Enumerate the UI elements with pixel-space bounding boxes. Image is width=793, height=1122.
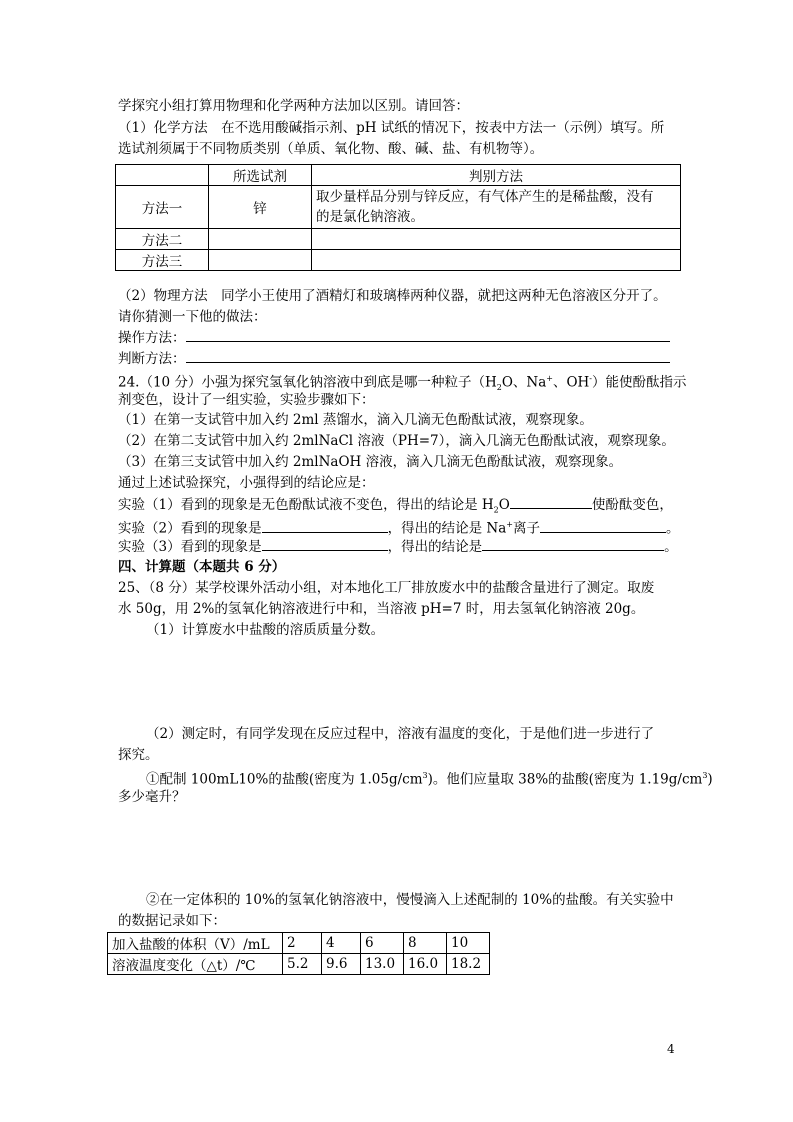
- exp-text: 实验（3）看到的现象是: [118, 539, 262, 555]
- table-header-row: [116, 165, 681, 186]
- table-cell: 5.2: [283, 954, 322, 975]
- method-description[interactable]: [312, 250, 681, 271]
- q25-sub2-line2: 探究。: [118, 747, 159, 763]
- q25-line2: 水 50g，用 2%的氢氧化钠溶液进行中和，当溶液 pH=7 时，用去氢氧化钠溶液 20g。: [118, 601, 645, 617]
- exp2-conclusion-blank[interactable]: [540, 518, 666, 533]
- table-header-cell: [116, 165, 209, 186]
- q25-line1: 25、（8 分）某学校课外活动小组，对本地化工厂排放废水中的盐酸含量进行了测定。取废: [118, 580, 655, 596]
- superscript: -: [589, 374, 592, 383]
- q25-sub2-line1: （2）测定时，有同学发现在反应过程中，溶液有温度的变化，于是他们进一步进行了: [146, 726, 655, 742]
- table-cell: 13.0: [361, 954, 404, 975]
- row-label: 加入盐酸的体积（V）/mL: [108, 933, 283, 954]
- method-label: 方法三: [116, 250, 209, 271]
- table-cell: 8: [404, 933, 447, 954]
- q25-circ1-line1: [146, 766, 713, 790]
- methods-table: [115, 164, 681, 271]
- table-cell: 10: [447, 933, 490, 954]
- table-row: [108, 954, 490, 975]
- method-description-line: 的是氯化钠溶液。: [316, 209, 424, 225]
- judge-method-line: [118, 348, 670, 369]
- exp-text: ，得出的结论是: [387, 539, 483, 555]
- method-label: 方法二: [116, 229, 209, 250]
- exp2-phenomenon-blank[interactable]: [262, 518, 388, 533]
- method-description: [312, 186, 681, 229]
- judge-method-label: 判断方法：: [118, 351, 186, 367]
- exp1-blank[interactable]: [510, 494, 592, 509]
- superscript: 3: [422, 771, 428, 780]
- page-number: 4: [667, 1042, 675, 1056]
- exp-text: 。: [664, 539, 678, 555]
- q25-text: ): [707, 771, 713, 788]
- operation-method-label: 操作方法：: [118, 330, 186, 346]
- method-reagent: 锌: [209, 186, 312, 229]
- table-row: [116, 186, 681, 229]
- exp-text: 使酚酞变色，: [591, 497, 673, 513]
- q24-step1: （1）在第一支试管中加入约 2ml 蒸馏水，滴入几滴无色酚酞试液，观察现象。: [118, 412, 593, 428]
- q24-text: ）能使酚酞指示: [592, 374, 687, 391]
- section4-heading: 四、计算题（本题共 6 分）: [118, 559, 286, 575]
- q1-line2: 选试剂须属于不同物质类别（单质、氧化物、酸、碱、盐、有机物等）。: [118, 141, 544, 157]
- exp-text: O: [498, 497, 510, 513]
- q25-sub1: （1）计算废水中盐酸的溶质质量分数。: [146, 622, 385, 638]
- exp-text: 离子: [512, 520, 540, 537]
- table-row: [116, 229, 681, 250]
- q25-circ2-line1: ②在一定体积的 10%的氢氧化钠溶液中，慢慢滴入上述配制的 10%的盐酸。有关实验中: [146, 892, 674, 908]
- q25-text: ①配制 100mL10%的盐酸(密度为 1.05g/cm: [146, 771, 423, 788]
- q2-line2: 请你猜测一下他的做法：: [118, 309, 267, 325]
- table-cell: 6: [361, 933, 404, 954]
- intro-line: 学探究小组打算用物理和化学两种方法加以区别。请回答：: [118, 98, 469, 114]
- method-reagent[interactable]: [209, 250, 312, 271]
- table-header-cell: 判别方法: [312, 165, 681, 186]
- table-row: [108, 933, 490, 954]
- table-header-cell: 所选试剂: [209, 165, 312, 186]
- q24-summary: 通过上述试验探究，小强得到的结论应是：: [118, 475, 375, 491]
- experiment2-line: [118, 515, 679, 539]
- superscript: +: [546, 374, 553, 383]
- table-cell: 16.0: [404, 954, 447, 975]
- row-label: 溶液温度变化（△t）/℃: [108, 954, 283, 975]
- superscript: 3: [702, 771, 708, 780]
- exp-text: 实验（2）看到的现象是: [118, 520, 262, 537]
- q25-circ1-line2: 多少毫升？: [118, 789, 186, 805]
- q24-step2: （2）在第二支试管中加入约 2mlNaCl 溶液（PH=7），滴入几滴无色酚酞试液，观察现象。: [118, 433, 675, 449]
- judge-blank[interactable]: [186, 348, 670, 363]
- q24-text: O、Na: [501, 374, 547, 391]
- subscript: 2: [493, 505, 499, 515]
- table-cell: 18.2: [447, 954, 490, 975]
- q2-line1: （2）物理方法 同学小王使用了酒精灯和玻璃棒两种仪器，就把这两种无色溶液区分开了。: [118, 288, 667, 304]
- exp-text: ，得出的结论是 Na: [387, 520, 507, 537]
- table-cell: 4: [322, 933, 361, 954]
- table-cell: 9.6: [322, 954, 361, 975]
- exp-text: 。: [665, 520, 680, 537]
- q24-line2: 剂变色，设计了一组实验，实验步骤如下：: [118, 392, 375, 408]
- exp3-phenomenon-blank[interactable]: [262, 536, 388, 551]
- q24-text: 24.（10 分）小强为探究氢氧化钠溶液中到底是哪一种粒子（H: [118, 374, 497, 391]
- exp3-conclusion-blank[interactable]: [482, 536, 664, 551]
- table-cell: 2: [283, 933, 322, 954]
- exp-text: 实验（1）看到的现象是无色酚酞试液不变色，得出的结论是 H: [118, 497, 494, 513]
- operation-method-line: [118, 327, 670, 348]
- temperature-data-table: [107, 932, 490, 975]
- q25-circ2-line2: 的数据记录如下：: [118, 913, 226, 929]
- q1-line1: （1）化学方法 在不选用酸碱指示剂、pH 试纸的情况下，按表中方法一（示例）填写。所: [118, 120, 665, 136]
- method-label: 方法一: [116, 186, 209, 229]
- q24-step3: （3）在第三支试管中加入约 2mlNaOH 溶液，滴入几滴无色酚酞试液，观察现象。: [118, 454, 623, 470]
- method-reagent[interactable]: [209, 229, 312, 250]
- table-row: [116, 250, 681, 271]
- subscript: 2: [496, 383, 502, 393]
- experiment3-line: [118, 536, 678, 557]
- superscript: +: [506, 520, 513, 529]
- operation-blank[interactable]: [186, 327, 670, 342]
- method-description-line: 取少量样品分别与锌反应，有气体产生的是稀盐酸，没有: [316, 189, 654, 205]
- method-description[interactable]: [312, 229, 681, 250]
- q25-text: )。他们应量取 38%的盐酸(密度为 1.19g/cm: [427, 771, 703, 788]
- q24-text: 、OH: [552, 374, 590, 391]
